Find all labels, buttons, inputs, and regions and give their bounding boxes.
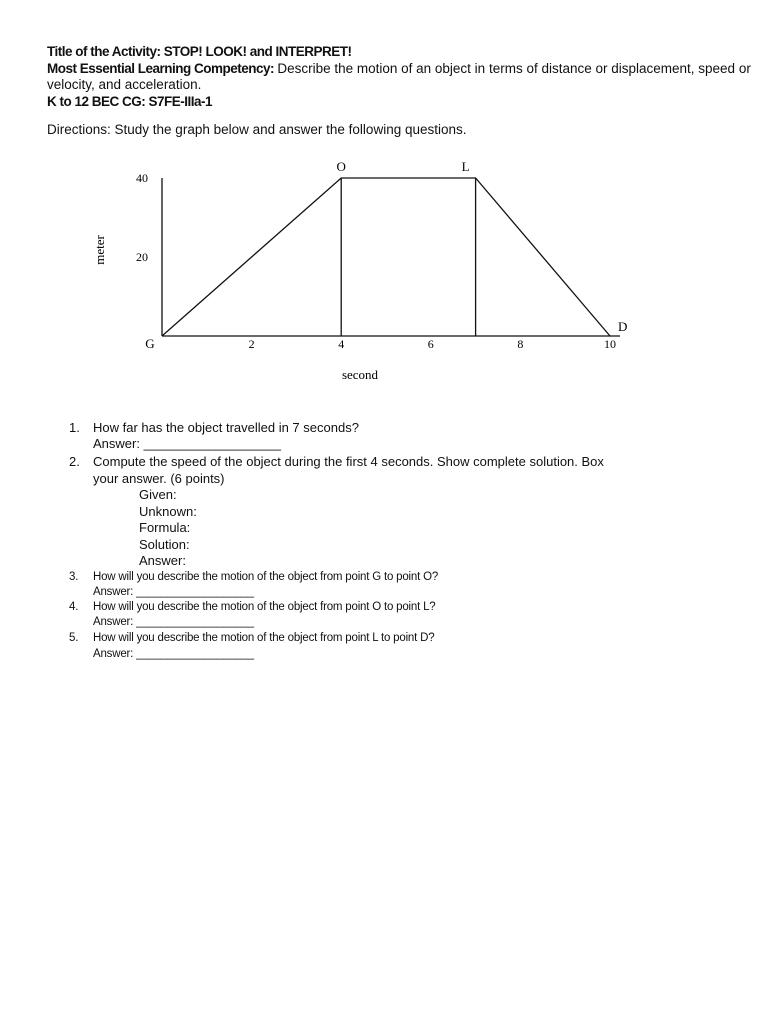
mel-label: Most Essential Learning Competency:: [47, 61, 275, 76]
q5-answer: Answer: ___________________: [93, 648, 254, 660]
q2-given: Given:: [139, 487, 177, 502]
x-tick-label: 2: [248, 337, 255, 351]
q4-number: 4.: [69, 601, 79, 613]
title-value: STOP! LOOK! and INTERPRET!: [163, 44, 352, 59]
x-tick-label: 4: [338, 337, 345, 351]
q5-number: 5.: [69, 632, 79, 644]
y-axis-label: meter: [92, 235, 107, 265]
y-tick-label: 40: [136, 171, 148, 185]
q4-answer: Answer: ___________________: [93, 616, 254, 628]
directions-text: Directions: Study the graph below and answer the following questions.: [47, 122, 467, 137]
q2-unknown: Unknown:: [139, 504, 197, 519]
distance-time-graph: [80, 152, 640, 392]
title-label: Title of the Activity:: [47, 44, 161, 59]
point-label-g: G: [145, 336, 155, 351]
point-label-d: D: [618, 319, 628, 334]
x-tick-label: 10: [604, 337, 616, 351]
vertical-reference-lines: [341, 178, 475, 336]
q5-text: How will you describe the motion of the object from point L to point D?: [93, 632, 435, 644]
q1-text: How far has the object travelled in 7 seconds?: [93, 420, 359, 435]
point-label-o: O: [336, 159, 346, 174]
q1-answer: Answer: ___________________: [93, 436, 281, 451]
x-tick-label: 6: [427, 337, 434, 351]
activity-title: [47, 44, 352, 59]
q2-text-line-2: your answer. (6 points): [93, 471, 225, 486]
q3-answer: Answer: ___________________: [93, 586, 254, 598]
mel-text-line-1: Describe the motion of an object in terms of distance or displacement, speed or: [277, 61, 751, 76]
point-labels: [145, 159, 627, 351]
point-label-l: L: [461, 159, 470, 174]
curriculum-code-text: K to 12 BEC CG: S7FE-IIIa-1: [47, 94, 213, 109]
q2-number: 2.: [69, 454, 80, 469]
y-tick-labels: [136, 171, 148, 264]
q2-solution: Solution:: [139, 537, 190, 552]
mel-text-line-2: velocity, and acceleration.: [47, 77, 202, 92]
q3-number: 3.: [69, 571, 79, 583]
graph-axes: [162, 178, 620, 336]
x-tick-labels: [249, 337, 616, 351]
q2-formula: Formula:: [139, 520, 191, 535]
learning-competency: [47, 61, 751, 76]
motion-series-line: [162, 178, 610, 336]
q1-number: 1.: [69, 420, 80, 435]
x-tick-label: 8: [517, 337, 524, 351]
y-tick-label: 20: [136, 250, 148, 264]
curriculum-code: [47, 94, 212, 109]
q4-text: How will you describe the motion of the object from point O to point L?: [93, 601, 436, 613]
q3-text: How will you describe the motion of the object from point G to point O?: [93, 571, 439, 583]
q2-text-line-1: Compute the speed of the object during the first 4 seconds. Show complete solution. Box: [93, 454, 604, 469]
x-axis-label: second: [341, 367, 379, 382]
q2-answer: Answer:: [139, 553, 186, 568]
